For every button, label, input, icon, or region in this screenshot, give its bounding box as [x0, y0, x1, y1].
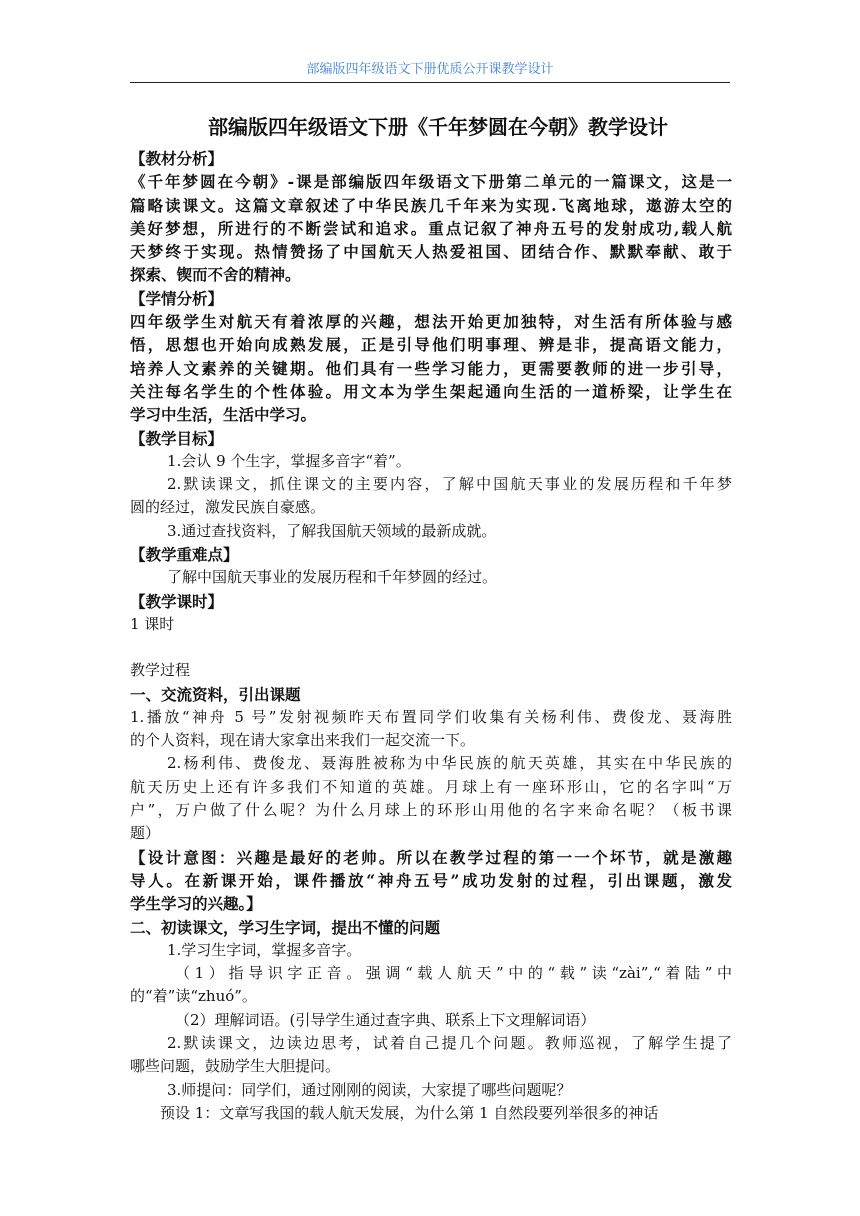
- section-1-paragraph: 题）: [130, 824, 161, 843]
- header-divider: [130, 82, 730, 83]
- section-2-subitem: 的“着”读“zhuó”。: [130, 987, 257, 1006]
- material-line: 《千年梦圆在今朝》-课是部编版四年级语文下册第二单元的一篇课文，这是一: [130, 172, 732, 192]
- key-points-text: 了解中国航天事业的发展历程和千年梦圆的经过。: [167, 568, 498, 587]
- section-1-paragraph: 2.杨利伟、费俊龙、聂海胜被称为中华民族的航天英雄，其实在中华民族的: [167, 754, 732, 773]
- document-title: 部编版四年级语文下册《千年梦圆在今朝》教学设计: [208, 115, 668, 139]
- students-line: 学习中生活，生活中学习。: [130, 405, 317, 425]
- section-2-subitem: （2）理解词语。(引导学生通过查字典、联系上下文理解词语）: [175, 1010, 596, 1029]
- design-intent: 学生学习的兴趣。】: [130, 894, 262, 914]
- class-hours-text: 1 课时: [130, 614, 175, 633]
- running-header: 部编版四年级语文下册优质公开课教学设计: [306, 62, 554, 77]
- material-line: 美好梦想，所进行的不断尝试和追求。重点记叙了神舟五号的发射成功,载人航: [130, 218, 732, 238]
- students-line: 悟，思想也开始向成熟发展，正是引导他们明事理、辨是非，提高语文能力，: [130, 335, 732, 355]
- process-title: 教学过程: [130, 661, 191, 680]
- section-1-paragraph: 航天历史上还有许多我们不知道的英雄。月球上有一座环形山，它的名字叫“万: [130, 777, 732, 796]
- section-2-item: 哪些问题，鼓励学生大胆提问。: [130, 1057, 341, 1076]
- document-body: [130, 147, 732, 1125]
- material-line: 篇略读课文。这篇文章叙述了中华民族几千年来为实现.飞离地球，遨游太空的: [130, 195, 732, 215]
- section-2-subitem: （1）指导识字正音。强调“载人航天”中的“载”读“zài”,“着陆”中: [175, 964, 732, 983]
- students-line: 关注每名学生的个性体验。用文本为学生架起通向生活的一道桥梁，让学生在: [130, 381, 732, 401]
- section-2-title: 二、初读课文，学习生字词，提出不懂的问题: [130, 917, 441, 937]
- students-line: 四年级学生对航天有着浓厚的兴趣，想法开始更加独特，对生活有所体验与感: [130, 312, 732, 332]
- heading-class-hours: 【教学课时】: [130, 591, 224, 611]
- spacer: [130, 636, 732, 659]
- design-intent: 导人。在新课开始，课件播放“神舟五号”成功发射的过程，引出课题，激发: [130, 870, 732, 890]
- students-line: 培养人文素养的关键期。他们具有一些学习能力，更需要教师的进一步引导，: [130, 358, 732, 378]
- section-2-item: 3.师提问：同学们，通过刚刚的阅读，大家提了哪些问题呢？: [167, 1080, 572, 1099]
- design-intent: 【设计意图：兴趣是最好的老帅。所以在教学过程的第一一个坏节，就是激趣: [130, 847, 732, 867]
- heading-key-points: 【教学重难点】: [130, 545, 239, 565]
- material-line: 天梦终于实现。热情赞扬了中国航天人热爱祖国、团结合作、默默奉献、敢于: [130, 242, 732, 262]
- section-2-item: 1.学习生字词，掌握多音字。: [167, 940, 362, 959]
- goal-item: 2.默读课文，抓住课文的主要内容，了解中国航天事业的发展历程和千年梦: [167, 475, 732, 494]
- material-line: 探索、锲而不舍的精神。: [130, 265, 301, 285]
- section-2-item: 2.默读课文，边读边思考，试着自己提几个问题。教师巡视，了解学生提了: [167, 1033, 732, 1052]
- section-1-title: 一、交流资料，引出课题: [130, 684, 301, 704]
- heading-teaching-goals: 【教学目标】: [130, 428, 224, 448]
- section-2-preset: 预设 1：文章写我国的载人航天发展，为什么第 1 自然段要列举很多的神话: [160, 1103, 659, 1122]
- goal-item-continued: 圆的经过，激发民族自豪感。: [130, 498, 326, 517]
- goal-item: 1.会认 9 个生字，掌握多音字“着”。: [167, 451, 411, 470]
- section-1-paragraph: 1.播放“神舟 5 号”发射视频昨天布置同学们收集有关杨利伟、费俊龙、聂海胜: [130, 707, 732, 726]
- heading-student-analysis: 【学情分析】: [130, 288, 224, 308]
- section-1-paragraph: 户”，万户做了什么呢？为什么月球上的环形山用他的名字来命名呢？（板书课: [130, 801, 732, 820]
- section-1-paragraph: 的个人资料，现在请大家拿出来我们一起交流一下。: [130, 731, 476, 750]
- heading-material-analysis: 【教材分析】: [130, 149, 224, 168]
- goal-item: 3.通过查找资料，了解我国航天领域的最新成就。: [167, 521, 497, 540]
